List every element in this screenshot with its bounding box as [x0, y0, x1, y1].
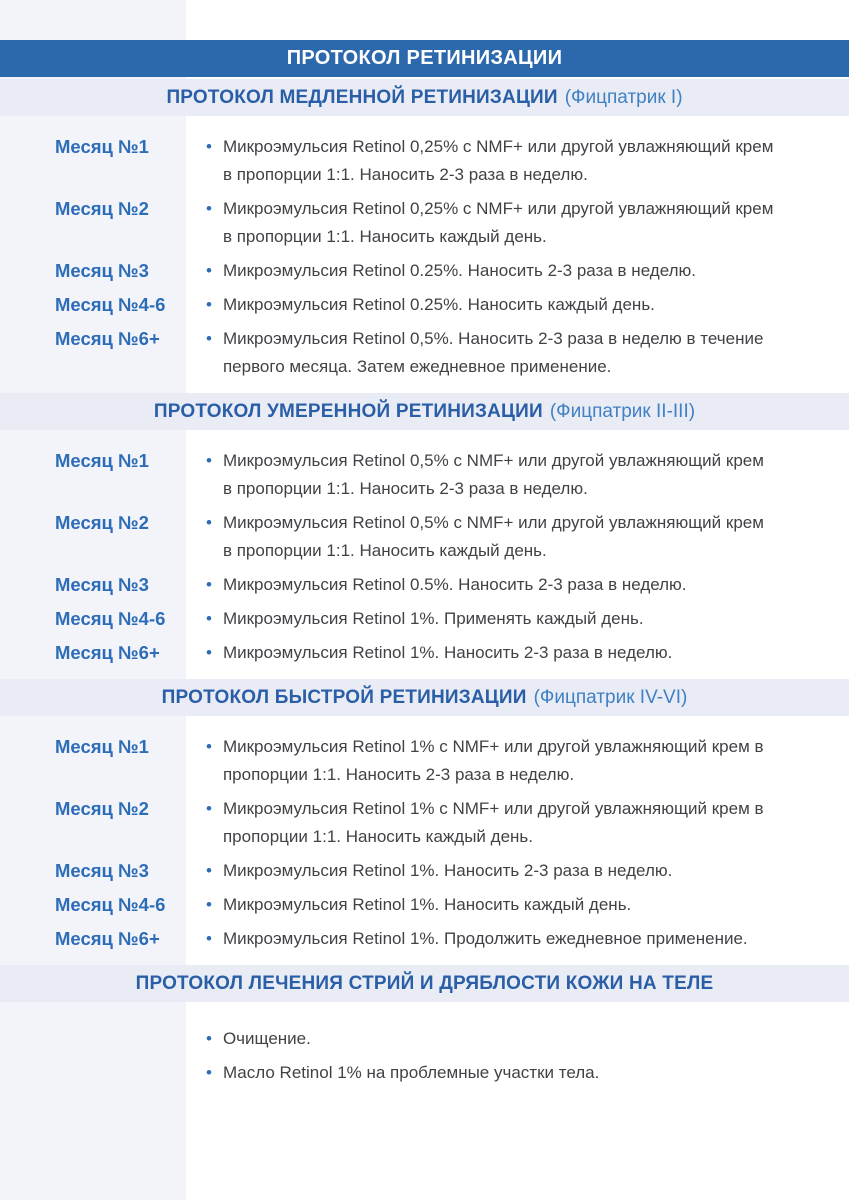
row-body — [186, 509, 849, 565]
row-body — [186, 571, 849, 599]
month-label: Месяц №6+ — [55, 328, 160, 349]
protocol-section — [0, 965, 849, 1099]
protocol-row — [0, 639, 849, 667]
month-label: Месяц №3 — [55, 860, 149, 881]
bullet-icon: • — [206, 737, 212, 756]
protocol-row — [0, 733, 849, 789]
row-text: Микроэмульсия Retinol 0,25% с NMF+ или другой увлажняющий крем в пропорции 1:1. Наносить каждый день. — [222, 199, 774, 246]
row-body — [186, 639, 849, 667]
month-label: Месяц №4-6 — [55, 894, 166, 915]
row-text: Микроэмульсия Retinol 1%. Продолжить ежедневное применение. — [222, 929, 748, 948]
month-label: Месяц №6+ — [55, 928, 160, 949]
row-body — [186, 291, 849, 319]
bullet-icon: • — [206, 137, 212, 156]
month-label: Месяц №2 — [55, 512, 149, 533]
bullet-icon: • — [206, 609, 212, 628]
row-body — [186, 925, 849, 953]
row-text: Микроэмульсия Retinol 1%. Наносить каждый день. — [222, 895, 632, 914]
protocol-row — [0, 795, 849, 851]
row-body — [186, 1025, 849, 1053]
row-text: Микроэмульсия Retinol 1% с NMF+ или другой увлажняющий крем в пропорции 1:1. Наносить 2-3 раза в неделю. — [222, 737, 764, 784]
month-label: Месяц №6+ — [55, 642, 160, 663]
protocol-row — [0, 605, 849, 633]
row-body — [186, 133, 849, 189]
row-body — [186, 447, 849, 503]
section-rows — [0, 116, 849, 393]
row-text: Микроэмульсия Retinol 1%. Применять каждый день. — [222, 609, 644, 628]
month-label: Месяц №3 — [55, 260, 149, 281]
month-label: Месяц №2 — [55, 198, 149, 219]
section-subtitle: (Фицпатрик IV-VI) — [533, 686, 688, 708]
section-title: ПРОТОКОЛ ЛЕЧЕНИЯ СТРИЙ И ДРЯБЛОСТИ КОЖИ НА ТЕЛЕ — [135, 972, 714, 994]
list-item — [0, 1059, 849, 1087]
bullet-icon: • — [206, 799, 212, 818]
row-text: Микроэмульсия Retinol 0,25% с NMF+ или другой увлажняющий крем в пропорции 1:1. Наносить 2-3 раза в неделю. — [222, 137, 774, 184]
protocol-row — [0, 195, 849, 251]
section-subtitle: (Фицпатрик I) — [564, 86, 683, 108]
protocol-row — [0, 857, 849, 885]
bullet-icon: • — [206, 513, 212, 532]
page-title-bar — [0, 40, 849, 77]
bullet-icon: • — [206, 199, 212, 218]
row-text: Микроэмульсия Retinol 0.25%. Наносить каждый день. — [222, 295, 655, 314]
bullet-icon: • — [206, 929, 212, 948]
month-label: Месяц №3 — [55, 574, 149, 595]
section-header — [0, 79, 849, 116]
protocol-row — [0, 891, 849, 919]
row-body — [186, 1059, 849, 1087]
protocol-section — [0, 679, 849, 965]
section-rows — [0, 1002, 849, 1099]
section-header — [0, 679, 849, 716]
protocol-row — [0, 925, 849, 953]
row-body — [186, 257, 849, 285]
bullet-icon: • — [206, 1029, 212, 1048]
section-subtitle: (Фицпатрик II-III) — [549, 400, 696, 422]
row-body — [186, 195, 849, 251]
row-text: Микроэмульсия Retinol 1% с NMF+ или другой увлажняющий крем в пропорции 1:1. Наносить каждый день. — [222, 799, 764, 846]
row-text: Микроэмульсия Retinol 0,5% с NMF+ или другой увлажняющий крем в пропорции 1:1. Наносить каждый день. — [222, 513, 764, 560]
row-body — [186, 891, 849, 919]
row-text: Очищение. — [222, 1029, 311, 1048]
bullet-icon: • — [206, 643, 212, 662]
page-title: ПРОТОКОЛ РЕТИНИЗАЦИИ — [286, 47, 563, 69]
row-text: Микроэмульсия Retinol 0,5%. Наносить 2-3 раза в неделю в течение первого месяца. Затем ежедневное применение. — [222, 329, 764, 376]
row-text: Микроэмульсия Retinol 0.5%. Наносить 2-3 раза в неделю. — [222, 575, 687, 594]
row-text: Микроэмульсия Retinol 0,5% с NMF+ или другой увлажняющий крем в пропорции 1:1. Наносить 2-3 раза в неделю. — [222, 451, 764, 498]
bullet-icon: • — [206, 861, 212, 880]
protocol-section — [0, 393, 849, 679]
section-rows — [0, 716, 849, 965]
month-label: Месяц №1 — [55, 450, 149, 471]
month-label: Месяц №4-6 — [55, 608, 166, 629]
protocol-row — [0, 325, 849, 381]
bullet-icon: • — [206, 261, 212, 280]
bullet-icon: • — [206, 895, 212, 914]
month-label: Месяц №1 — [55, 136, 149, 157]
sections — [0, 79, 849, 1099]
row-body — [186, 605, 849, 633]
row-body — [186, 325, 849, 381]
protocol-row — [0, 291, 849, 319]
month-label — [0, 1025, 186, 1053]
section-title: ПРОТОКОЛ УМЕРЕННОЙ РЕТИНИЗАЦИИ — [153, 400, 543, 422]
month-label: Месяц №2 — [55, 798, 149, 819]
month-label: Месяц №4-6 — [55, 294, 166, 315]
protocol-row — [0, 133, 849, 189]
bullet-icon: • — [206, 329, 212, 348]
bullet-icon: • — [206, 1063, 212, 1082]
protocol-row — [0, 447, 849, 503]
section-header — [0, 965, 849, 1002]
section-rows — [0, 430, 849, 679]
row-body — [186, 733, 849, 789]
protocol-section — [0, 79, 849, 393]
list-item — [0, 1025, 849, 1053]
bullet-icon: • — [206, 575, 212, 594]
row-body — [186, 795, 849, 851]
protocol-row — [0, 571, 849, 599]
section-title: ПРОТОКОЛ БЫСТРОЙ РЕТИНИЗАЦИИ — [161, 686, 527, 708]
section-title: ПРОТОКОЛ МЕДЛЕННОЙ РЕТИНИЗАЦИИ — [166, 86, 558, 108]
row-text: Микроэмульсия Retinol 1%. Наносить 2-3 раза в неделю. — [222, 861, 673, 880]
row-text: Масло Retinol 1% на проблемные участки тела. — [222, 1063, 600, 1082]
month-label — [0, 1059, 186, 1087]
month-label: Месяц №1 — [55, 736, 149, 757]
row-body — [186, 857, 849, 885]
row-text: Микроэмульсия Retinol 1%. Наносить 2-3 раза в неделю. — [222, 643, 673, 662]
bullet-icon: • — [206, 451, 212, 470]
section-header — [0, 393, 849, 430]
row-text: Микроэмульсия Retinol 0.25%. Наносить 2-3 раза в неделю. — [222, 261, 696, 280]
top-margin — [0, 0, 849, 40]
protocol-row — [0, 257, 849, 285]
bullet-icon: • — [206, 295, 212, 314]
protocol-row — [0, 509, 849, 565]
